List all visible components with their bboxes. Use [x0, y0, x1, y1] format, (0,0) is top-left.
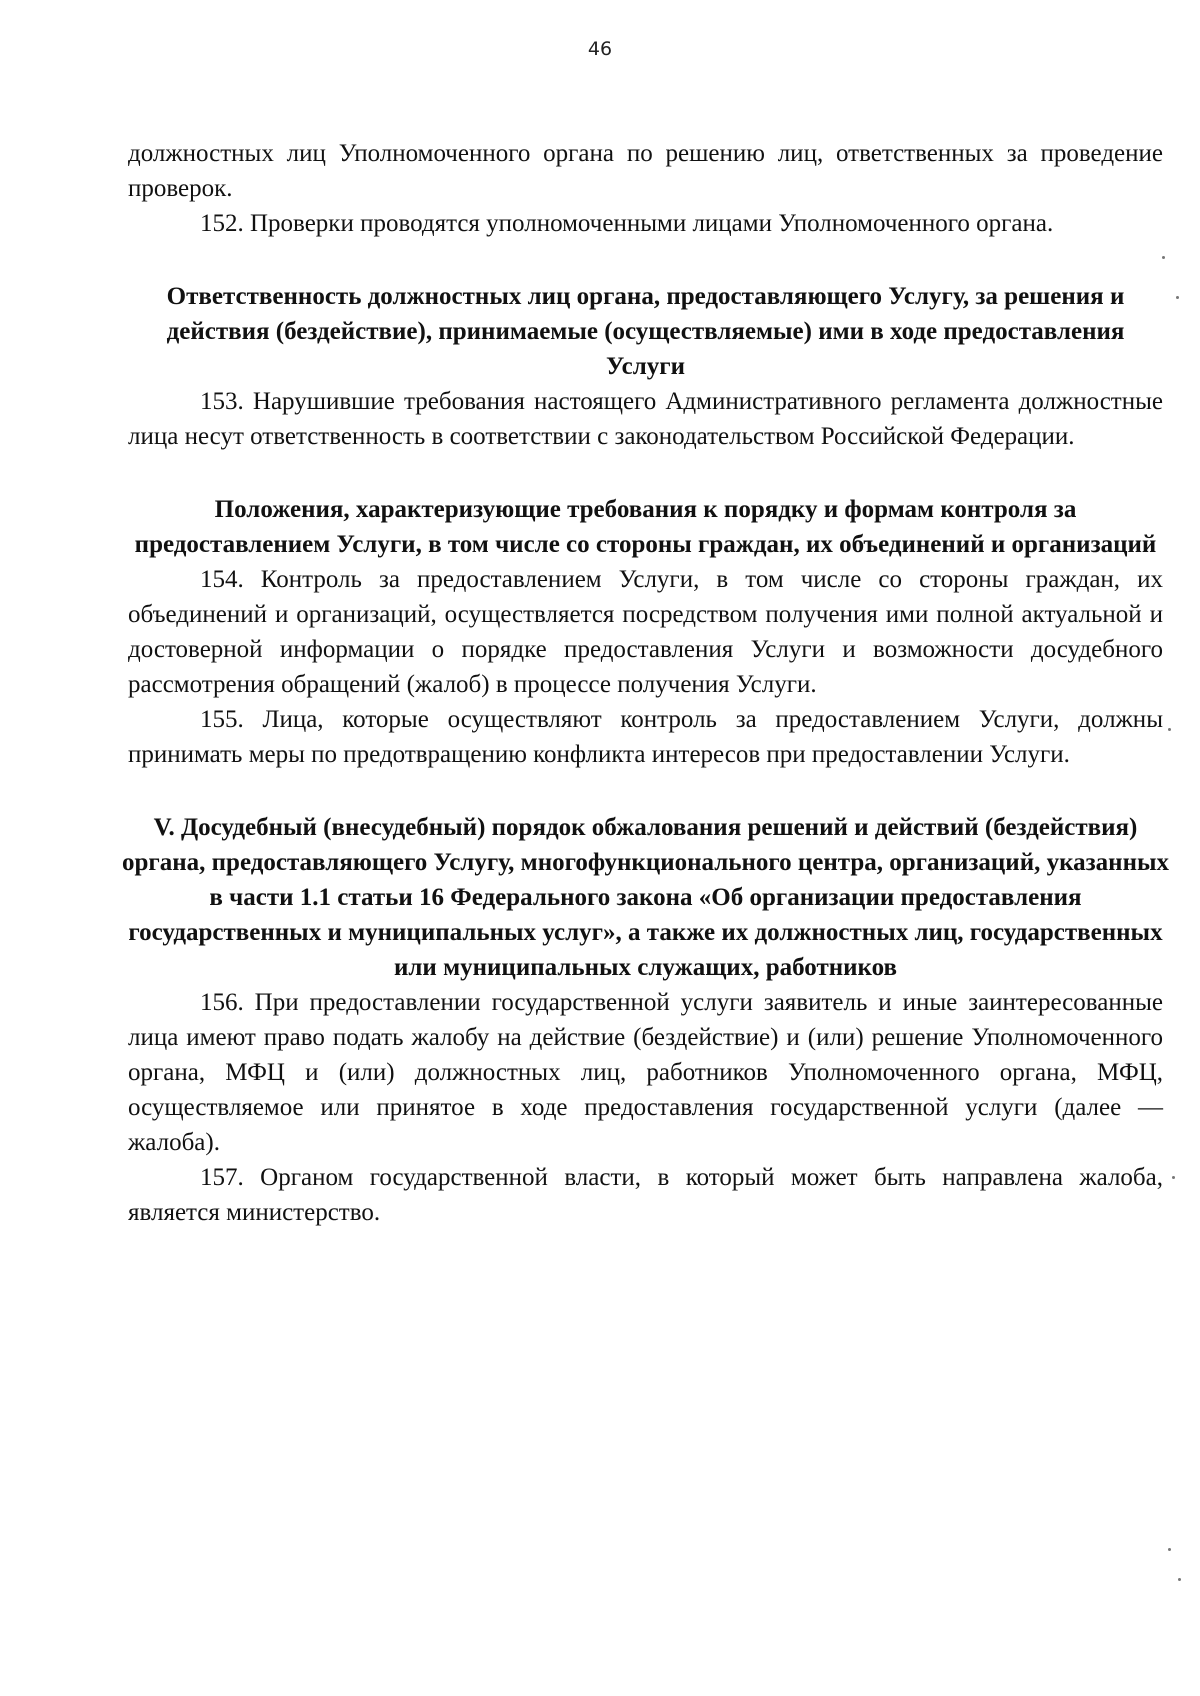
scan-speck — [1168, 728, 1171, 731]
section-heading-control-provisions: Положения, характеризующие требования к порядку и формам контроля за предоставлением Услуги, в том числе со стороны граждан, их объединений и организаций — [134, 496, 1157, 558]
paragraph-155: 155. Лица, которые осуществляют контроль за предоставлением Услуги, должны принимать меры по предотвращению конфликта интересов при предоставлении Услуги. — [128, 706, 1163, 768]
section-heading-pretrial-appeal: V. Досудебный (внесудебный) порядок обжалования решений и действий (бездействия) органа, предоставляющего Услугу, многофункционального центра, организаций, указанных в части 1.1 статьи 16 Федерального закона «Об организации предоставления государственных и муниципальных услуг», а также их должностных лиц, государственных или муниципальных служащих, работников — [121, 814, 1170, 981]
scan-speck — [1178, 1578, 1181, 1581]
scan-speck — [1176, 296, 1179, 299]
page-number: 46 — [587, 38, 613, 60]
scan-speck — [1162, 256, 1165, 259]
paragraph-continuation: должностных лиц Уполномоченного органа по решению лиц, ответственных за проведение проверок. — [128, 140, 1163, 202]
paragraph-156: 156. При предоставлении государственной услуги заявитель и иные заинтересованные лица имеют право подать жалобу на действие (бездействие) и (или) решение Уполномоченного органа, МФЦ и (или) должностных лиц, работников Уполномоченного органа, МФЦ, осуществляемое или принятое в ходе предоставления государственной услуги (далее — жалоба). — [128, 989, 1163, 1156]
scan-speck — [1172, 1176, 1175, 1179]
document-body — [121, 136, 1170, 1230]
paragraph-153: 153. Нарушившие требования настоящего Административного регламента должностные лица несут ответственность в соответствии с законодательством Российской Федерации. — [128, 388, 1163, 450]
paragraph-152: 152. Проверки проводятся уполномоченными лицами Уполномоченного органа. — [200, 210, 1054, 237]
paragraph-157: 157. Органом государственной власти, в который может быть направлена жалоба, является министерство. — [128, 1164, 1163, 1226]
paragraph-154: 154. Контроль за предоставлением Услуги, в том числе со стороны граждан, их объединений и организаций, осуществляется посредством получения ими полной актуальной и достоверной информации о порядке предоставления Услуги и возможности досудебного рассмотрения обращений (жалоб) в процессе получения Услуги. — [128, 566, 1163, 698]
section-heading-responsibility: Ответственность должностных лиц органа, предоставляющего Услугу, за решения и действия (бездействие), принимаемые (осуществляемые) ими в ходе предоставления Услуги — [166, 283, 1125, 380]
scan-speck — [1168, 1548, 1171, 1551]
